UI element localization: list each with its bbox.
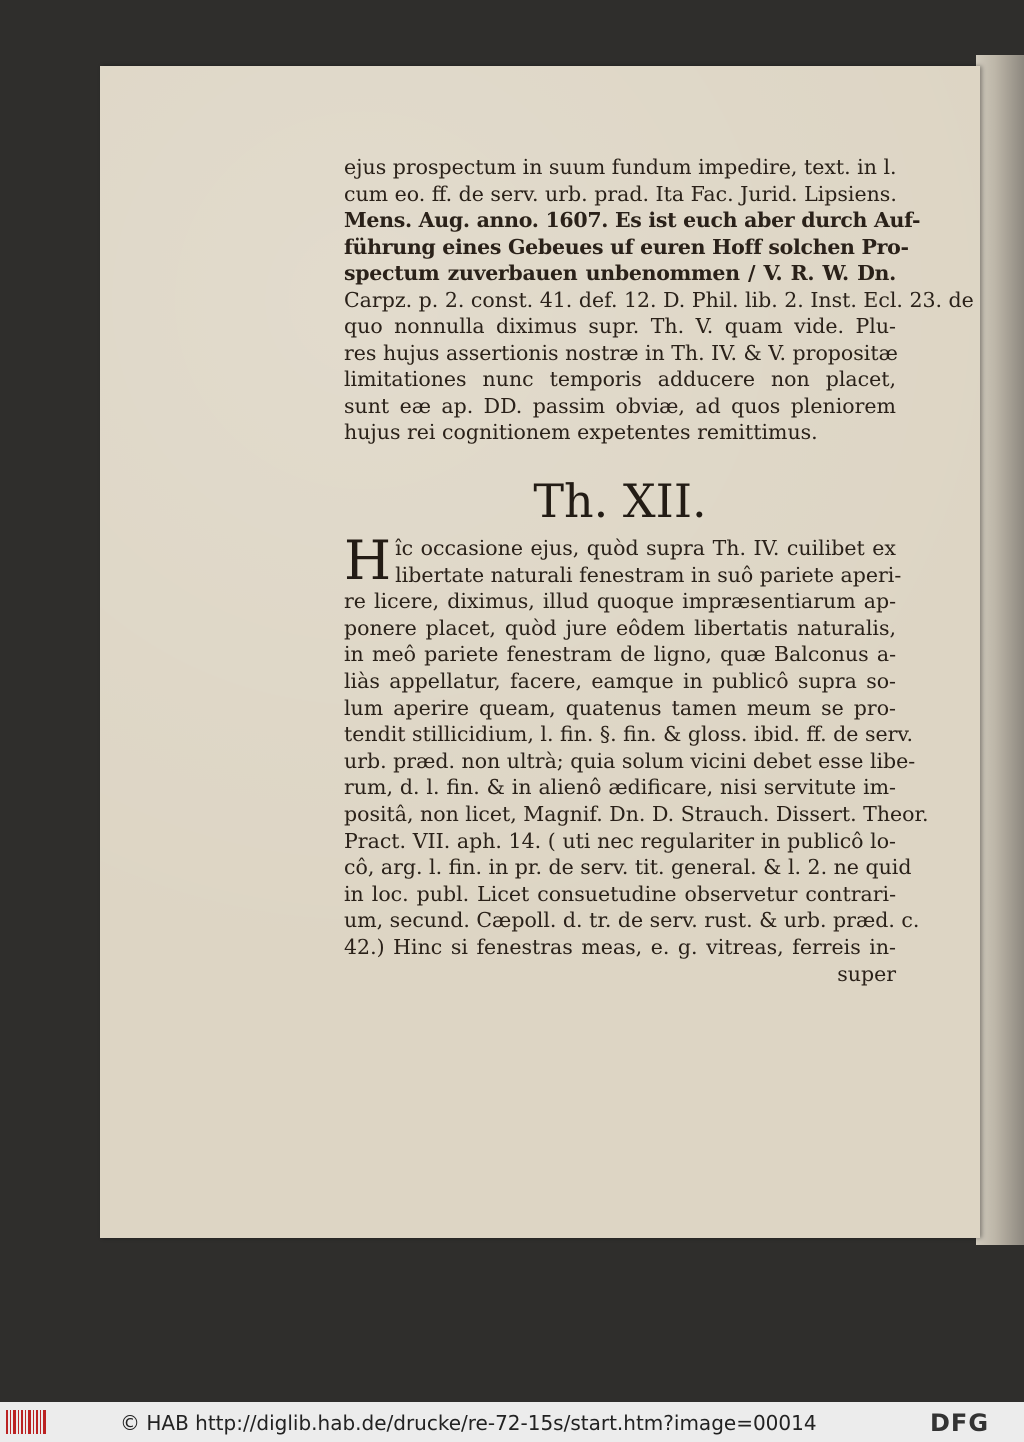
text-line: Pract. VII. aph. 14. ( uti nec regulariter in publicô lo-: [344, 828, 896, 853]
text-line: ponere placet, quòd jure eôdem libertatis naturalis,: [344, 615, 896, 640]
text-line: îc occasione ejus, quòd supra Th. IV. cuilibet ex: [395, 536, 896, 560]
text-line: urb. præd. non ultrà; quia solum vicini debet esse libe-: [344, 748, 916, 773]
footer-bar: [0, 1402, 1024, 1442]
text-line: hujus rei cognitionem expetentes remittimus.: [344, 420, 818, 444]
text-line: libertate naturali fenestram in suô pariete aperi-: [395, 562, 902, 587]
text-line: liàs appellatur, facere, eamque in publicô supra so-: [344, 668, 896, 693]
text-line: führung eines Gebeues uf euren Hoff solchen Pro-: [344, 234, 909, 259]
text-line: um, secund. Cæpoll. d. tr. de serv. rust. & urb. præd. c.: [344, 908, 920, 933]
text-line: limitationes nunc temporis adducere non placet,: [344, 367, 896, 391]
section-heading: Th. XII.: [533, 474, 707, 528]
section-body: [344, 529, 929, 987]
text-line: res hujus assertionis nostræ in Th. IV. & V. propositæ: [344, 340, 898, 365]
source-url[interactable]: © HAB http://diglib.hab.de/drucke/re-72-15s/start.htm?image=00014: [120, 1411, 817, 1435]
top-text-block: [344, 154, 974, 446]
text-line: cô, arg. l. fin. in pr. de serv. tit. general. & l. 2. ne quid: [344, 855, 912, 880]
text-line: Carpz. p. 2. const. 41. def. 12. D. Phil. lib. 2. Inst. Ecl. 23. de: [344, 287, 974, 312]
text-line: rum, d. l. fin. & in alienô ædificare, nisi servitute im-: [344, 775, 896, 800]
text-line: re licere, diximus, illud quoque impræsentiarum ap-: [344, 589, 896, 614]
text-line: spectum zuverbauen unbenommen / V. R. W. Dn.: [344, 261, 896, 285]
text-line: in meô pariete fenestram de ligno, quæ Balconus a-: [344, 642, 896, 667]
text-line: quo nonnulla diximus supr. Th. V. quam vide. Plu-: [344, 314, 896, 338]
text-line: ejus prospectum in suum fundum impedire, text. in l.: [344, 155, 897, 179]
barcode-icon: [6, 1410, 46, 1434]
text-line: lum aperire queam, quatenus tamen meum se pro-: [344, 695, 896, 720]
next-page-edge: [976, 55, 1024, 1245]
text-line: positâ, non licet, Magnif. Dn. D. Strauch. Dissert. Theor.: [344, 801, 929, 826]
text-line: tendit stillicidium, l. fin. §. fin. & gloss. ibid. ff. de serv.: [344, 722, 914, 747]
text-line: Mens. Aug. anno. 1607. Es ist euch aber durch Auf-: [344, 208, 921, 232]
text-line: sunt eæ ap. DD. passim obviæ, ad quos pleniorem: [344, 393, 896, 418]
catchword: super: [837, 961, 896, 986]
dfg-logo: DFG: [930, 1409, 990, 1437]
text-line: cum eo. ff. de serv. urb. prad. Ita Fac. Jurid. Lipsiens.: [344, 181, 897, 206]
drop-cap: H: [344, 529, 392, 592]
text-line: in loc. publ. Licet consuetudine observetur contrari-: [344, 881, 896, 906]
text-line: 42.) Hinc si fenestras meas, e. g. vitreas, ferreis in-: [344, 934, 896, 959]
